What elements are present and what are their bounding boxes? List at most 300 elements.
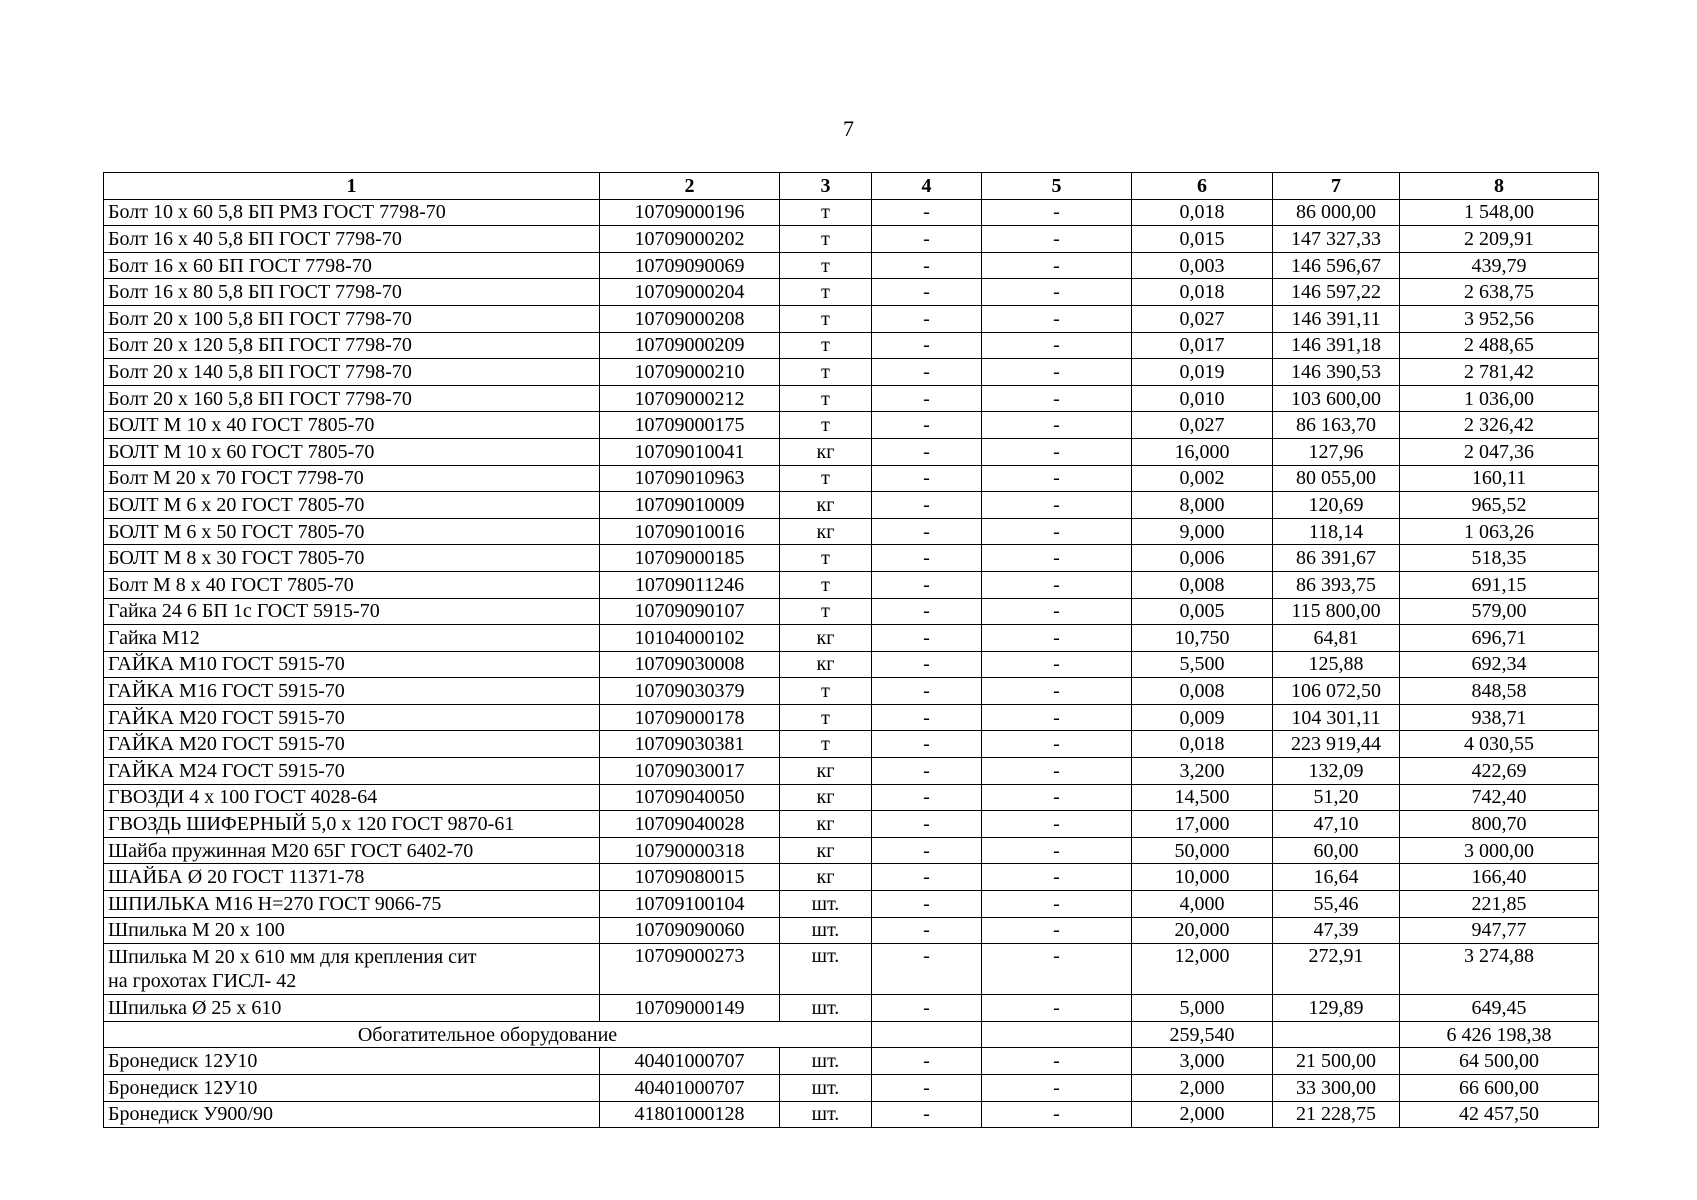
table-row (104, 305, 1599, 332)
item-price: 146 596,67 (1273, 252, 1400, 279)
item-col4: - (872, 995, 982, 1022)
item-name: Бронедиск У900/90 (104, 1101, 600, 1128)
item-col5: - (982, 917, 1132, 944)
item-col5: - (982, 678, 1132, 705)
item-quantity: 0,018 (1132, 279, 1273, 306)
item-quantity: 0,017 (1132, 332, 1273, 359)
item-col5: - (982, 1075, 1132, 1102)
item-col5: - (982, 811, 1132, 838)
item-quantity: 0,027 (1132, 305, 1273, 332)
item-code: 10709040028 (600, 811, 780, 838)
item-quantity: 0,002 (1132, 465, 1273, 492)
section-row (104, 1021, 1599, 1048)
table-row (104, 995, 1599, 1022)
item-code: 10104000102 (600, 625, 780, 652)
item-code: 10709010041 (600, 438, 780, 465)
item-code: 10709010016 (600, 518, 780, 545)
item-unit: кг (780, 784, 872, 811)
item-total: 742,40 (1400, 784, 1599, 811)
item-code: 10709090107 (600, 598, 780, 625)
item-quantity: 3,200 (1132, 758, 1273, 785)
item-name: ГВОЗДИ 4 х 100 ГОСТ 4028-64 (104, 784, 600, 811)
item-total: 2 638,75 (1400, 279, 1599, 306)
item-col4: - (872, 651, 982, 678)
item-col4: - (872, 412, 982, 439)
item-price: 60,00 (1273, 837, 1400, 864)
table-row (104, 758, 1599, 785)
item-quantity: 0,009 (1132, 704, 1273, 731)
item-col5: - (982, 518, 1132, 545)
item-quantity: 0,006 (1132, 545, 1273, 572)
item-code: 10709011246 (600, 571, 780, 598)
table-row (104, 598, 1599, 625)
item-col5: - (982, 252, 1132, 279)
item-name: ГАЙКА М16 ГОСТ 5915-70 (104, 678, 600, 705)
item-unit: т (780, 279, 872, 306)
item-quantity: 5,500 (1132, 651, 1273, 678)
item-code: 10709000209 (600, 332, 780, 359)
table-row (104, 1075, 1599, 1102)
item-unit: кг (780, 758, 872, 785)
item-quantity: 2,000 (1132, 1075, 1273, 1102)
column-header: 5 (982, 173, 1132, 200)
item-name: ГАЙКА М24 ГОСТ 5915-70 (104, 758, 600, 785)
item-price: 146 390,53 (1273, 359, 1400, 386)
item-code: 10709030381 (600, 731, 780, 758)
item-col4: - (872, 731, 982, 758)
item-code: 10709000202 (600, 226, 780, 253)
table-row (104, 837, 1599, 864)
item-name: Болт М 20 х 70 ГОСТ 7798-70 (104, 465, 600, 492)
item-unit: шт. (780, 1101, 872, 1128)
column-header: 1 (104, 173, 600, 200)
column-header: 3 (780, 173, 872, 200)
item-unit: т (780, 385, 872, 412)
item-quantity: 14,500 (1132, 784, 1273, 811)
item-col4: - (872, 1075, 982, 1102)
column-header: 6 (1132, 173, 1273, 200)
header-row (104, 173, 1599, 200)
item-unit: кг (780, 625, 872, 652)
table-row (104, 731, 1599, 758)
item-unit: т (780, 545, 872, 572)
item-total: 518,35 (1400, 545, 1599, 572)
item-total: 1 036,00 (1400, 385, 1599, 412)
item-col4: - (872, 305, 982, 332)
item-col5: - (982, 412, 1132, 439)
item-total: 696,71 (1400, 625, 1599, 652)
item-unit: шт. (780, 1048, 872, 1075)
item-quantity: 10,750 (1132, 625, 1273, 652)
item-unit: шт. (780, 891, 872, 918)
item-code: 10709000212 (600, 385, 780, 412)
item-col5: - (982, 359, 1132, 386)
item-price: 272,91 (1273, 944, 1400, 995)
table-row (104, 545, 1599, 572)
table-row (104, 811, 1599, 838)
table-row (104, 279, 1599, 306)
item-quantity: 0,019 (1132, 359, 1273, 386)
item-name: Болт 20 х 140 5,8 БП ГОСТ 7798-70 (104, 359, 600, 386)
item-name-line: Шпилька М 20 х 610 мм для крепления сит (108, 946, 477, 969)
item-unit: кг (780, 518, 872, 545)
item-unit: т (780, 412, 872, 439)
item-name: Болт М 8 х 40 ГОСТ 7805-70 (104, 571, 600, 598)
item-name: ГВОЗДЬ ШИФЕРНЫЙ 5,0 х 120 ГОСТ 9870-61 (104, 811, 600, 838)
column-header: 7 (1273, 173, 1400, 200)
item-total: 649,45 (1400, 995, 1599, 1022)
item-price: 106 072,50 (1273, 678, 1400, 705)
item-total: 2 047,36 (1400, 438, 1599, 465)
item-code: 10709000204 (600, 279, 780, 306)
materials-table (103, 172, 1599, 1128)
item-name: Болт 16 х 80 5,8 БП ГОСТ 7798-70 (104, 279, 600, 306)
item-total: 160,11 (1400, 465, 1599, 492)
item-unit: кг (780, 492, 872, 519)
item-total: 938,71 (1400, 704, 1599, 731)
item-col4: - (872, 492, 982, 519)
item-col4: - (872, 518, 982, 545)
item-code: 10790000318 (600, 837, 780, 864)
item-quantity: 0,015 (1132, 226, 1273, 253)
item-quantity: 4,000 (1132, 891, 1273, 918)
item-total: 2 209,91 (1400, 226, 1599, 253)
item-col4: - (872, 758, 982, 785)
item-unit: кг (780, 837, 872, 864)
item-col4: - (872, 1101, 982, 1128)
table-row (104, 332, 1599, 359)
item-unit: т (780, 465, 872, 492)
item-col5: - (982, 891, 1132, 918)
item-col5: - (982, 731, 1132, 758)
item-total: 2 488,65 (1400, 332, 1599, 359)
item-col5: - (982, 332, 1132, 359)
section-quantity: 259,540 (1132, 1021, 1273, 1048)
item-price: 21 228,75 (1273, 1101, 1400, 1128)
item-col4: - (872, 1048, 982, 1075)
item-unit: т (780, 359, 872, 386)
item-code: 10709030017 (600, 758, 780, 785)
item-col4: - (872, 279, 982, 306)
item-quantity: 0,027 (1132, 412, 1273, 439)
item-col4: - (872, 438, 982, 465)
item-col4: - (872, 199, 982, 226)
item-total: 800,70 (1400, 811, 1599, 838)
item-code: 10709010963 (600, 465, 780, 492)
column-header: 8 (1400, 173, 1599, 200)
item-price: 223 919,44 (1273, 731, 1400, 758)
item-total: 965,52 (1400, 492, 1599, 519)
item-name: Шайба пружинная М20 65Г ГОСТ 6402-70 (104, 837, 600, 864)
item-unit: шт. (780, 917, 872, 944)
item-quantity: 0,008 (1132, 571, 1273, 598)
item-name: Бронедиск 12У10 (104, 1048, 600, 1075)
item-col5: - (982, 385, 1132, 412)
item-col5: - (982, 438, 1132, 465)
table-row (104, 1101, 1599, 1128)
item-col4: - (872, 598, 982, 625)
table-row (104, 412, 1599, 439)
item-total: 3 274,88 (1400, 944, 1599, 995)
item-col5: - (982, 651, 1132, 678)
item-name: Болт 20 х 160 5,8 БП ГОСТ 7798-70 (104, 385, 600, 412)
item-name: БОЛТ М 8 х 30 ГОСТ 7805-70 (104, 545, 600, 572)
item-price: 55,46 (1273, 891, 1400, 918)
item-code: 10709000149 (600, 995, 780, 1022)
item-col4: - (872, 359, 982, 386)
item-col4: - (872, 917, 982, 944)
item-col5: - (982, 545, 1132, 572)
item-name: Болт 10 х 60 5,8 БП РМЗ ГОСТ 7798-70 (104, 199, 600, 226)
item-price: 16,64 (1273, 864, 1400, 891)
item-code: 10709000196 (600, 199, 780, 226)
item-quantity: 0,010 (1132, 385, 1273, 412)
item-price: 129,89 (1273, 995, 1400, 1022)
item-quantity: 50,000 (1132, 837, 1273, 864)
item-quantity: 17,000 (1132, 811, 1273, 838)
section-empty-cell (982, 1021, 1132, 1048)
item-name: ГАЙКА М20 ГОСТ 5915-70 (104, 704, 600, 731)
item-quantity: 0,018 (1132, 731, 1273, 758)
item-code: 10709090060 (600, 917, 780, 944)
item-col5: - (982, 1101, 1132, 1128)
item-name: Шпилька М 20 х 100 (104, 917, 600, 944)
item-col4: - (872, 704, 982, 731)
item-unit: шт. (780, 1075, 872, 1102)
item-unit: т (780, 305, 872, 332)
item-col4: - (872, 226, 982, 253)
section-empty-cell (872, 1021, 982, 1048)
item-price: 21 500,00 (1273, 1048, 1400, 1075)
table-row (104, 944, 1599, 995)
item-total: 42 457,50 (1400, 1101, 1599, 1128)
item-price: 86 163,70 (1273, 412, 1400, 439)
item-col4: - (872, 944, 982, 995)
item-price: 118,14 (1273, 518, 1400, 545)
item-col4: - (872, 891, 982, 918)
item-quantity: 0,005 (1132, 598, 1273, 625)
item-unit: т (780, 199, 872, 226)
item-name: Болт 16 х 60 БП ГОСТ 7798-70 (104, 252, 600, 279)
item-col4: - (872, 571, 982, 598)
column-header: 4 (872, 173, 982, 200)
table-row (104, 465, 1599, 492)
item-total: 221,85 (1400, 891, 1599, 918)
item-total: 439,79 (1400, 252, 1599, 279)
item-code: 10709000273 (600, 944, 780, 995)
item-name (104, 944, 600, 995)
item-quantity: 3,000 (1132, 1048, 1273, 1075)
item-price: 115 800,00 (1273, 598, 1400, 625)
item-col4: - (872, 332, 982, 359)
item-code: 10709080015 (600, 864, 780, 891)
item-quantity: 8,000 (1132, 492, 1273, 519)
item-col5: - (982, 704, 1132, 731)
item-total: 848,58 (1400, 678, 1599, 705)
item-total: 579,00 (1400, 598, 1599, 625)
item-price: 125,88 (1273, 651, 1400, 678)
table-row (104, 891, 1599, 918)
item-price: 51,20 (1273, 784, 1400, 811)
section-empty-cell (1273, 1021, 1400, 1048)
item-total: 692,34 (1400, 651, 1599, 678)
item-col4: - (872, 625, 982, 652)
item-col5: - (982, 598, 1132, 625)
item-total: 1 548,00 (1400, 199, 1599, 226)
item-col4: - (872, 465, 982, 492)
item-price: 86 393,75 (1273, 571, 1400, 598)
section-total: 6 426 198,38 (1400, 1021, 1599, 1048)
item-quantity: 0,003 (1132, 252, 1273, 279)
item-total: 3 000,00 (1400, 837, 1599, 864)
item-quantity: 5,000 (1132, 995, 1273, 1022)
item-col5: - (982, 944, 1132, 995)
item-code: 10709090069 (600, 252, 780, 279)
item-name: БОЛТ М 10 х 60 ГОСТ 7805-70 (104, 438, 600, 465)
section-title: Обогатительное оборудование (104, 1021, 872, 1048)
item-price: 132,09 (1273, 758, 1400, 785)
item-name: БОЛТ М 6 х 20 ГОСТ 7805-70 (104, 492, 600, 519)
item-unit: т (780, 704, 872, 731)
item-code: 10709000185 (600, 545, 780, 572)
item-code: 10709000208 (600, 305, 780, 332)
item-price: 80 055,00 (1273, 465, 1400, 492)
item-total: 64 500,00 (1400, 1048, 1599, 1075)
item-unit: кг (780, 864, 872, 891)
item-col4: - (872, 864, 982, 891)
item-name-line: на грохотах ГИСЛ- 42 (108, 970, 297, 993)
item-total: 3 952,56 (1400, 305, 1599, 332)
item-code: 40401000707 (600, 1075, 780, 1102)
item-col4: - (872, 811, 982, 838)
item-price: 104 301,11 (1273, 704, 1400, 731)
item-name: ШПИЛЬКА М16 Н=270 ГОСТ 9066-75 (104, 891, 600, 918)
item-total: 947,77 (1400, 917, 1599, 944)
column-header: 2 (600, 173, 780, 200)
item-price: 146 391,11 (1273, 305, 1400, 332)
table-row (104, 492, 1599, 519)
item-unit: т (780, 332, 872, 359)
item-name: Гайка М12 (104, 625, 600, 652)
item-price: 147 327,33 (1273, 226, 1400, 253)
item-code: 41801000128 (600, 1101, 780, 1128)
table-row (104, 651, 1599, 678)
item-total: 1 063,26 (1400, 518, 1599, 545)
item-quantity: 9,000 (1132, 518, 1273, 545)
item-quantity: 10,000 (1132, 864, 1273, 891)
item-code: 10709040050 (600, 784, 780, 811)
table-row (104, 359, 1599, 386)
item-unit: шт. (780, 944, 872, 995)
item-col5: - (982, 492, 1132, 519)
item-price: 64,81 (1273, 625, 1400, 652)
item-col5: - (982, 758, 1132, 785)
item-col4: - (872, 545, 982, 572)
table-row (104, 518, 1599, 545)
item-price: 103 600,00 (1273, 385, 1400, 412)
item-name: БОЛТ М 6 х 50 ГОСТ 7805-70 (104, 518, 600, 545)
item-price: 127,96 (1273, 438, 1400, 465)
item-name: Болт 20 х 100 5,8 БП ГОСТ 7798-70 (104, 305, 600, 332)
item-total: 422,69 (1400, 758, 1599, 785)
item-code: 10709030379 (600, 678, 780, 705)
item-price: 146 597,22 (1273, 279, 1400, 306)
item-name: ШАЙБА Ø 20 ГОСТ 11371-78 (104, 864, 600, 891)
table-row (104, 199, 1599, 226)
item-unit: т (780, 252, 872, 279)
item-col5: - (982, 571, 1132, 598)
item-col5: - (982, 995, 1132, 1022)
item-unit: кг (780, 651, 872, 678)
item-name: БОЛТ М 10 х 40 ГОСТ 7805-70 (104, 412, 600, 439)
item-code: 10709000210 (600, 359, 780, 386)
table-row (104, 385, 1599, 412)
item-price: 120,69 (1273, 492, 1400, 519)
item-name: Болт 16 х 40 5,8 БП ГОСТ 7798-70 (104, 226, 600, 253)
table-row (104, 252, 1599, 279)
item-name: Шпилька Ø 25 х 610 (104, 995, 600, 1022)
table-row (104, 438, 1599, 465)
table-row (104, 864, 1599, 891)
item-price: 146 391,18 (1273, 332, 1400, 359)
item-code: 10709010009 (600, 492, 780, 519)
table-row (104, 571, 1599, 598)
item-col5: - (982, 199, 1132, 226)
item-col5: - (982, 465, 1132, 492)
item-code: 10709030008 (600, 651, 780, 678)
item-unit: т (780, 678, 872, 705)
item-col4: - (872, 385, 982, 412)
item-price: 86 000,00 (1273, 199, 1400, 226)
item-quantity: 2,000 (1132, 1101, 1273, 1128)
item-col5: - (982, 837, 1132, 864)
table-row (104, 704, 1599, 731)
item-quantity: 0,018 (1132, 199, 1273, 226)
item-quantity: 20,000 (1132, 917, 1273, 944)
page-number: 7 (843, 116, 854, 141)
item-total: 691,15 (1400, 571, 1599, 598)
item-price: 33 300,00 (1273, 1075, 1400, 1102)
item-unit: шт. (780, 995, 872, 1022)
item-name: ГАЙКА М10 ГОСТ 5915-70 (104, 651, 600, 678)
item-col5: - (982, 279, 1132, 306)
item-col4: - (872, 837, 982, 864)
table-row (104, 917, 1599, 944)
item-col5: - (982, 226, 1132, 253)
item-price: 86 391,67 (1273, 545, 1400, 572)
item-quantity: 0,008 (1132, 678, 1273, 705)
item-unit: кг (780, 438, 872, 465)
item-unit: т (780, 598, 872, 625)
item-price: 47,10 (1273, 811, 1400, 838)
item-unit: т (780, 731, 872, 758)
item-name: ГАЙКА М20 ГОСТ 5915-70 (104, 731, 600, 758)
item-unit: т (780, 226, 872, 253)
item-total: 2 781,42 (1400, 359, 1599, 386)
table-row (104, 1048, 1599, 1075)
item-code: 10709100104 (600, 891, 780, 918)
item-code: 10709000178 (600, 704, 780, 731)
item-col4: - (872, 784, 982, 811)
item-total: 66 600,00 (1400, 1075, 1599, 1102)
item-col4: - (872, 678, 982, 705)
item-unit: кг (780, 811, 872, 838)
table-row (104, 625, 1599, 652)
item-total: 2 326,42 (1400, 412, 1599, 439)
item-col5: - (982, 784, 1132, 811)
item-col5: - (982, 1048, 1132, 1075)
item-total: 4 030,55 (1400, 731, 1599, 758)
